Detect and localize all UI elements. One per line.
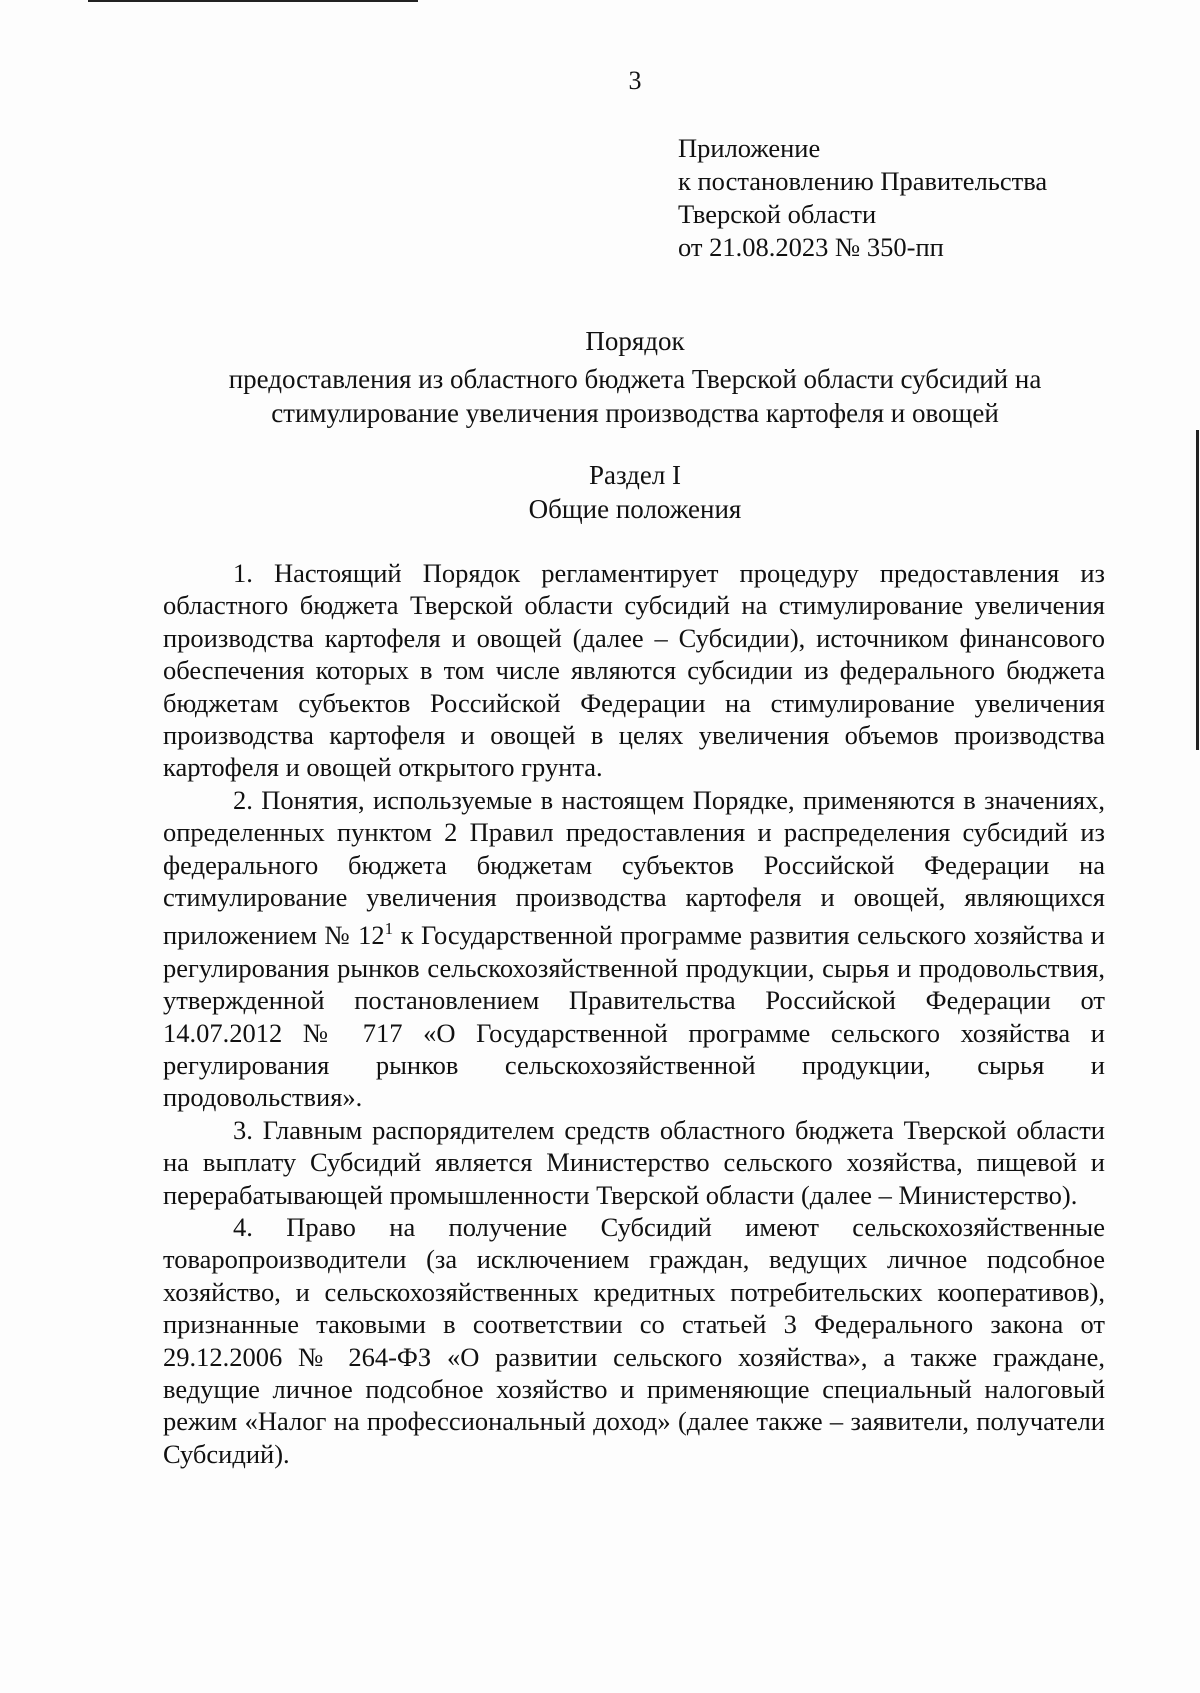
document-title: Порядок <box>585 326 685 356</box>
paragraph-3: 3. Главным распорядителем средств областного бюджета Тверской области на выплату Субсидий является Министерство сельского хозяйства, пищевой и перерабатывающей промышленности Тверской области (далее – Министерство). <box>163 1114 1105 1210</box>
paragraph-4: 4. Право на получение Субсидий имеют сельскохозяйственные товаропроизводители (за исключением граждан, ведущих личное подсобное хозяйство, и сельскохозяйственных кредитных потребительских кооперативов), признанные таковыми в соответствии со статьей 3 Федерального закона от 29.12.2006 № 264-ФЗ «О развитии сельского хозяйства», а также граждане, ведущие личное подсобное хозяйство и применяющие специальный налоговый режим «Налог на профессиональный доход» (далее также – заявители, получатели Субсидий). <box>163 1211 1105 1469</box>
document-subtitle: предоставления из областного бюджета Тверской области субсидий на стимулирование увеличения производства картофеля и овощей <box>228 364 1042 428</box>
section-label: Раздел I <box>588 460 682 490</box>
paragraph-2-text-end: к Государственной программе развития сельского хозяйства и регулирования рынков сельскохозяйственной продукции, сырья и продовольствия, утвержденной постановлением Правительства Российской Федерации от 14.07.2012 № 717 «О Государственной программе сельского хозяйства и регулирования рынков сельскохозяйственной продукции, сырья и продовольствия». <box>163 920 1105 1113</box>
superscript-mark: 1 <box>384 919 394 939</box>
section-title: Общие положения <box>528 494 742 524</box>
scan-edge-mark <box>88 0 418 2</box>
appendix-date-number: от 21.08.2023 № 350-пп <box>678 232 944 262</box>
paragraph-2-text: 2. Понятия, используемые в настоящем Порядке, применяются в значениях, определенных пунктом 2 Правил предоставления и распределения субсидий из федерального бюджета бюджетам субъектов Российской Федерации на стимулирование увеличения производства картофеля и овощей, являющихся приложением № 12 <box>163 784 1105 951</box>
appendix-line: Приложение <box>678 133 821 163</box>
page-number: 3 <box>628 66 642 95</box>
paragraph-1: 1. Настоящий Порядок регламентирует процедуру предоставления из областного бюджета Тверской области субсидий на стимулирование увеличения производства картофеля и овощей (далее – Субсидии), источником финансового обеспечения которых в том числе являются субсидии из федерального бюджета бюджетам субъектов Российской Федерации на стимулирование увеличения производства картофеля и овощей в целях увеличения объемов производства картофеля и овощей открытого грунта. <box>163 558 1105 783</box>
appendix-line: Тверской области <box>678 199 877 229</box>
appendix-line: к постановлению Правительства <box>678 166 1048 196</box>
appendix-block <box>678 132 1047 264</box>
document-body <box>163 557 1105 1470</box>
paragraph-2 <box>163 784 1105 1114</box>
